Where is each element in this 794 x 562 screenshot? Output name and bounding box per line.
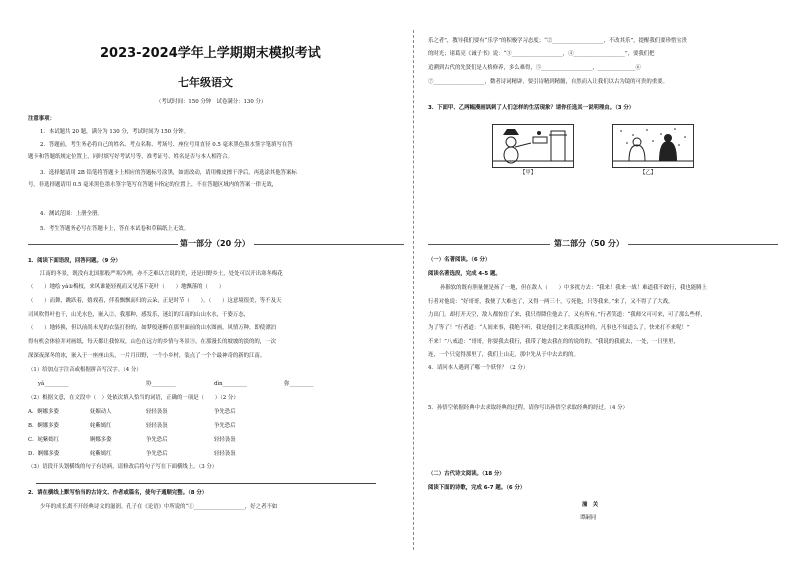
s1-passage-line: 不来！”八戒道：“哥哥，你要我去我行，我带了她去我在的的说的的。“我说的我就去，一处，一日里里，: [428, 339, 679, 345]
q1-blank[interactable]: dìn_________: [214, 381, 247, 387]
q1-text-line: 深深夜深冬的冰，嵌入于一座座山头，一片月田野，一个小乡村，装点了一个个最神奇的新的江南。: [28, 353, 266, 359]
option-cell: 轻轻袅袅: [214, 437, 236, 443]
cartoon-jia-image: [492, 124, 574, 168]
notice-item: 号。非选择题请用 0.5 毫米黑色墨水签字笔写在答题卡指定的位置上，不在答题区域内的答案一律无效，: [28, 182, 278, 188]
s2-intro: 阅读下面的诗歌，完成 6-7 题。（6 分）: [428, 485, 526, 491]
q2-heading: 2．请在横线上默写恰当的古诗文、作者或篇名，使句子通顺完整。（8 分）: [28, 490, 208, 496]
option-cell: 争先恐后: [146, 437, 168, 443]
option-cell: 姹紫嫣红: [90, 423, 112, 429]
q1-heading: 1．阅读下面语段，回答问题。（9 分）: [28, 258, 121, 264]
q1-sub1: （1）给加点字注音或根据拼音写汉字。（4 分）: [28, 367, 142, 373]
notice-item: 5．考生答题务必写在答题卡上，答在本试卷和草稿纸上无效。: [40, 226, 189, 232]
answer-line[interactable]: [36, 483, 376, 484]
option-cell: 争先恐后: [146, 451, 168, 457]
notice-item: 题卡和答题纸规定位置上，同时填写好考试号等，准考证号、姓名是否与本人相符合。: [28, 154, 233, 160]
option-cell: D．婀娜多姿: [28, 451, 60, 457]
option-cell: 妩媚动人: [90, 409, 112, 415]
option-cell: 婀娜多姿: [90, 437, 112, 443]
option-cell: 姹紫嫣红: [90, 451, 112, 457]
q2-continued-line: ⑦___________________，微者诗词精辟，要引诗精到精髓，自然而入让我们以古为镜的可贵的重要。: [428, 79, 668, 85]
q1-text-line: 江南的冬景，既没有北国那般严寒冷冽，亦不乏难以言说的美，还是田野乡土，处处可以开出寒冬梅花: [40, 271, 283, 277]
q1-text-line: （ ）地转换，但以前尚未见的衣装打扮的，如梦般迷醉在那里面前的山水图画，风情万种，即使漂泊: [28, 325, 276, 331]
poem-author: 谭嗣同: [580, 515, 597, 521]
q1-blank[interactable]: 协_________: [146, 381, 176, 387]
notice-item: 3．选择题请用 2B 铅笔将答题卡上相应的答题标号涂黑，如需改动，请用橡皮擦干净后，再选涂其他答案标: [40, 170, 297, 176]
part1-heading: 第一部分（20 分）: [180, 239, 250, 248]
cartoon-label: 【乙】: [640, 170, 657, 176]
exam-title: 2023-2024学年上学期期末模拟考试: [100, 46, 321, 61]
q1-text-line: 司风吹得叶也干，山光水色，嵌入②，我那种，感发乐，迷幻的江南的山山水水，千姿万态，: [28, 312, 250, 318]
q4: 4．请问本人遇到了哪一个妖怪？（2 分）: [428, 365, 529, 371]
option-cell: 轻轻袅袅: [214, 451, 236, 457]
q2-continued-line: 乐之者”，教导我们要有“乐学”的积极学习态度；“②___________________，不改其乐”，提醒我们要珍惜宝贵: [428, 38, 688, 44]
option-cell: A．婀娜多姿: [28, 409, 59, 415]
option-cell: 争先恐后: [214, 409, 236, 415]
s1-passage-line: 连，一个只觉得那里了，我们上山走，那中先从于中去去的的。: [428, 352, 579, 358]
notice-item: 1．本试题共 20 题，满分为 130 分，考试时间为 150 分钟。: [40, 129, 189, 135]
s2-heading: （二）古代诗文阅读。（18 分）: [428, 471, 505, 477]
q1-text-line: 得有机会体验并对画纸，每天都让我惊叹，山色在远方的乡情与冬景③，在那漫长的坡坡的淡的的，一次: [28, 339, 276, 345]
q2-continued-line: 的时光；诸葛亮《诫子书》说：“③___________________，④___________________”，要我们把: [428, 51, 655, 57]
cartoon-label: 【甲】: [520, 170, 537, 176]
notice-item: 2．答题前，考生务必将自己的姓名、考点名称、考场号、座位号用直径 0.5 毫米黑色墨水签字笔填写在答: [40, 142, 293, 148]
section-rule: [254, 244, 404, 245]
cartoon-yi-image: [612, 124, 694, 168]
exam-subject: 七年级语文: [178, 76, 233, 89]
q5: 5．孙悟空依据经典中去求取经典的过程，请你写出孙悟空求取经典的经过。（4 分）: [428, 405, 628, 411]
q1-blank[interactable]: 弥_________: [284, 381, 314, 387]
s1-passage-line: 孙猴软的既有胆量便是扬了一地，但在敌人（ ）中多扰方去：“我来！我来一战！难道我不敢行，我也能腾上: [440, 285, 707, 291]
q2-continued-line: 追溯到古代的先贤们是人格修养，多么难得，⑤___________________，______________⑥: [428, 65, 641, 71]
q1-blank[interactable]: yǎ_________: [38, 381, 69, 387]
q2-line: 少年的成长离不开经典诗文的滋润。孔子在《论语》中所说的“①___________________，好之者不如: [40, 504, 278, 510]
option-cell: 轻轻袅袅: [146, 409, 168, 415]
q3-heading: 3．下面甲、乙两幅漫画讽刺了人们怎样的生活现象？请你任选其一说明理由。（3 分）: [428, 105, 635, 111]
q1-text-line: （ ）而舞，跳跃着，嬉戏着，伴着飘飘而归的云朵，正是时节（ ）。（ ）这意境很美，等不及天: [28, 298, 282, 304]
q1-sub3: （3）语段开头划横线的句子有语病，请修改后将句子写在下面横线上。（3 分）: [28, 464, 218, 470]
option-cell: B．婀娜多姿: [28, 423, 59, 429]
notice-heading: 注意事项：: [28, 116, 55, 122]
notice-item: 4．测试范围：上册全册。: [40, 211, 103, 217]
s1-heading: （一）名著阅读。（6 分）: [428, 257, 491, 263]
section-rule: [628, 244, 778, 245]
q1-text-line: （ ）地绘 yǎ①梅枝，来风谁能轻视而又见落下花叶（ ）地飘落的（ ）: [28, 284, 225, 290]
section-rule: [28, 244, 178, 245]
option-cell: 争先恐后: [214, 423, 236, 429]
s1-passage-line: 力出门。却打开天空，敌人都惊住了来，我只得降住他去了，又有所有。”行者笑道：“我师父可可来，可了那么些样，: [428, 312, 706, 318]
part2-heading: 第二部分（50 分）: [554, 239, 624, 248]
section-rule: [428, 244, 550, 245]
exam-time-info: （考试时间：150 分钟 试卷满分：130 分）: [156, 99, 267, 105]
option-cell: 轻轻袅袅: [146, 423, 168, 429]
q1-sub2: （2）根据文意，在文段中（ ）处依次填入恰当的词语，正确的一项是（ ）（2 分）: [28, 395, 239, 401]
poem-title: 潼 关: [582, 502, 599, 508]
s1-intro: 阅读名著选段，完成 4-5 题。: [428, 271, 501, 277]
option-cell: C．姹紫嫣红: [28, 437, 60, 443]
column-divider: [413, 30, 414, 550]
s1-passage-line: 为了等了！”行者道：“人间来事，我绝不听，我是他们之来我那这样的，凡事也不知道么了。快来打不来呢！”: [428, 325, 690, 331]
s1-passage-line: 行者对他说：“好哥哥，我便了大难也了，又得一两三十，亏死他，只等我来。”来了，又不得了了大战，: [428, 299, 674, 305]
